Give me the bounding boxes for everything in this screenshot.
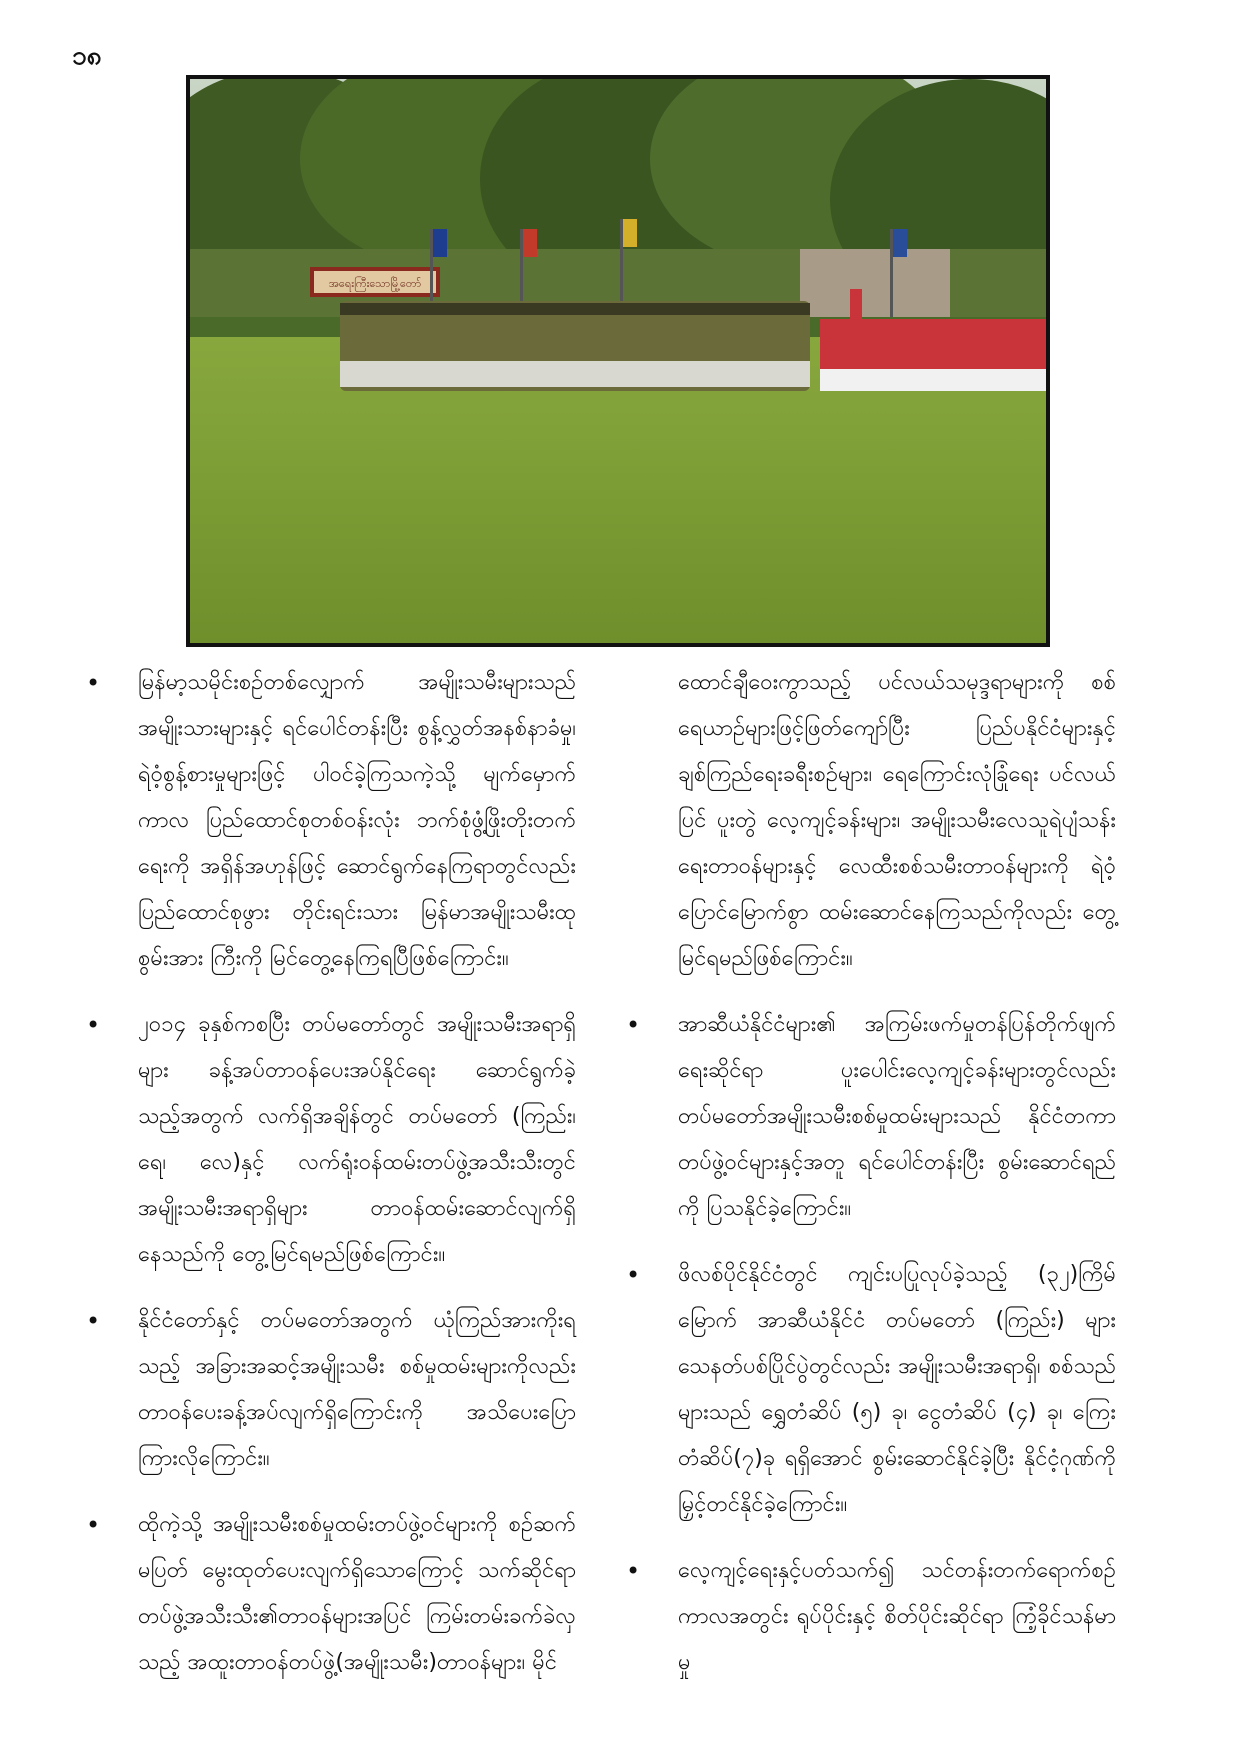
- bullet-icon: •: [86, 1011, 101, 1039]
- list-item: [620, 1548, 1116, 1686]
- list-item: [80, 1298, 576, 1482]
- parade-photo-image: [190, 79, 1046, 643]
- parade-photo: [186, 75, 1050, 647]
- list-item: [80, 1502, 576, 1686]
- paragraph-text: နိုင်ငံတော်နှင့် တပ်မတော်အတွက် ယုံကြည်အားကိုးရသည့် အခြားအဆင့်အမျိုးသမီး စစ်မှုထမ်းများကိုလည်း တာဝန်ပေးခန့်အပ်လျက်ရှိကြောင်းကို အသိပေးပြောကြားလိုကြောင်း။: [138, 1308, 576, 1471]
- bullet-icon: •: [626, 1557, 641, 1585]
- paragraph-text: လေ့ကျင့်ရေးနှင့်ပတ်သက်၍ သင်တန်းတက်ရောက်စဉ်ကာလအတွင်း ရုပ်ပိုင်းနှင့် စိတ်ပိုင်းဆိုင်ရာ ကြံ့ခိုင်သန်မာမှု: [678, 1558, 1116, 1675]
- paragraph-text: ထိုကဲ့သို့ အမျိုးသမီးစစ်မှုထမ်းတပ်ဖွဲ့ဝင်များကို စဉ်ဆက်မပြတ် မွေးထုတ်ပေးလျက်ရှိသောကြောင့် သက်ဆိုင်ရာ တပ်ဖွဲ့အသီးသီး၏တာဝန်များအပြင် ကြမ်းတမ်းခက်ခဲလှသည့် အထူးတာဝန်တပ်ဖွဲ့(အမျိုးသမီး)တာဝန်များ၊ မိုင်: [138, 1512, 576, 1675]
- list-item: [80, 1002, 576, 1278]
- bullet-icon: •: [626, 1261, 641, 1289]
- paragraph-text: ၂၀၁၄ ခုနှစ်ကစပြီး တပ်မတော်တွင် အမျိုးသမီးအရာရှိများ ခန့်အပ်တာဝန်ပေးအပ်နိုင်ရေး ဆောင်ရွက်ခဲ့သည့်အတွက် လက်ရှိအချိန်တွင် တပ်မတော် (ကြည်း၊ ရေ၊ လေ)နှင့် လက်ရုံးဝန်ထမ်းတပ်ဖွဲ့အသီးသီးတွင် အမျိုးသမီးအရာရှိများ တာဝန်ထမ်းဆောင်လျက်ရှိနေသည်ကို တွေ့မြင်ရမည်ဖြစ်ကြောင်း။: [138, 1012, 576, 1267]
- continued-paragraph: [620, 660, 1116, 982]
- bullet-icon: •: [86, 669, 101, 697]
- banner-text: အရေးကြီးသောမြို့တော်: [328, 277, 422, 290]
- right-column: [620, 660, 1116, 1706]
- paragraph-text: အာဆီယံနိုင်ငံများ၏ အကြမ်းဖက်မှုတန်ပြန်တိုက်ဖျက်ရေးဆိုင်ရာ ပူးပေါင်းလေ့ကျင့်ခန်းများတွင်လည်း တပ်မတော်အမျိုးသမီးစစ်မှုထမ်းများသည် နိုင်ငံတကာတပ်ဖွဲ့ဝင်များနှင့်အတူ ရင်ပေါင်တန်းပြီး စွမ်းဆောင်ရည်ကို ပြသနိုင်ခဲ့ကြောင်း။: [678, 1012, 1116, 1221]
- left-column: [80, 660, 576, 1706]
- page-number: ၁၈: [72, 41, 102, 71]
- paragraph-text: မြန်မာ့သမိုင်းစဉ်တစ်လျှောက် အမျိုးသမီးများသည် အမျိုးသားများနှင့် ရင်ပေါင်တန်းပြီး စွန့်လွှတ်အနစ်နာခံမှု၊ ရဲဝံ့စွန့်စားမှုများဖြင့် ပါဝင်ခဲ့ကြသကဲ့သို့ မျက်မှောက်ကာလ ပြည်ထောင်စုတစ်ဝန်းလုံး ဘက်စုံဖွံ့ဖြိုးတိုးတက်ရေးကို အရှိန်အဟုန်ဖြင့် ဆောင်ရွက်နေကြရာတွင်လည်း ပြည်ထောင်စုဖွား တိုင်းရင်းသား မြန်မာအမျိုးသမီးထုစွမ်းအား ကြီးကို မြင်တွေ့နေကြရပြီဖြစ်ကြောင်း။: [138, 670, 576, 971]
- bullet-icon: •: [86, 1511, 101, 1539]
- bullet-icon: •: [626, 1011, 641, 1039]
- bullet-icon: •: [86, 1307, 101, 1335]
- paragraph-text: ထောင်ချီဝေးကွာသည့် ပင်လယ်သမုဒ္ဒရာများကို စစ်ရေယာဉ်များဖြင့်ဖြတ်ကျော်ပြီး ပြည်ပနိုင်ငံများနှင့် ချစ်ကြည်ရေးခရီးစဉ်များ၊ ရေကြောင်းလုံခြုံရေး ပင်လယ်ပြင် ပူးတွဲ လေ့ကျင့်ခန်းများ၊ အမျိုးသမီးလေသူရဲပျံသန်းရေးတာဝန်များနှင့် လေထီးစစ်သမီးတာဝန်များကို ရဲဝံ့ပြောင်မြောက်စွာ ထမ်းဆောင်နေကြသည်ကိုလည်း တွေ့မြင်ရမည်ဖြစ်ကြောင်း။: [678, 670, 1116, 971]
- list-item: [80, 660, 576, 982]
- paragraph-text: ဖိလစ်ပိုင်နိုင်ငံတွင် ကျင်းပပြုလုပ်ခဲ့သည့် (၃၂)ကြိမ်မြောက် အာဆီယံနိုင်ငံ တပ်မတော် (ကြည်း) များ သေနတ်ပစ်ပြိုင်ပွဲတွင်လည်း အမျိုးသမီးအရာရှိ၊ စစ်သည်များသည် ရွှေတံဆိပ် (၅) ခု၊ ငွေတံဆိပ် (၄) ခု၊ ကြေးတံဆိပ်(၇)ခု ရရှိအောင် စွမ်းဆောင်နိုင်ခဲ့ပြီး နိုင်ငံ့ဂုဏ်ကို မြှင့်တင်နိုင်ခဲ့ကြောင်း။: [678, 1262, 1116, 1517]
- list-item: [620, 1252, 1116, 1528]
- list-item: [620, 1002, 1116, 1232]
